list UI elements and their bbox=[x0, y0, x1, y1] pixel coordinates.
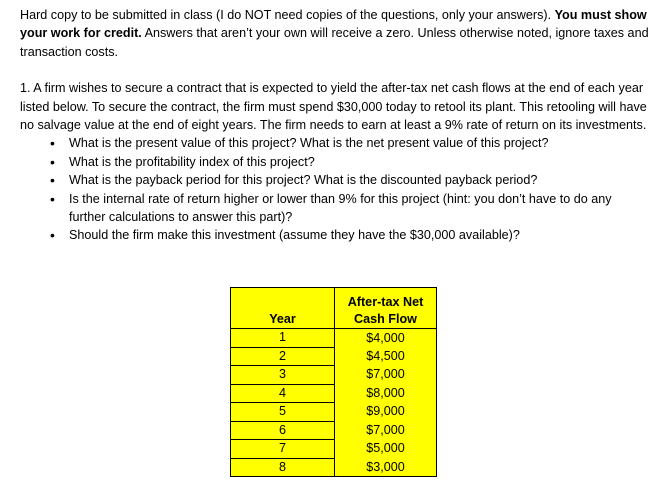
cash-flow-cell: $4,000 bbox=[335, 329, 437, 348]
cash-flow-cell: $3,000 bbox=[335, 458, 437, 477]
cash-flow-cell: $8,000 bbox=[335, 384, 437, 403]
year-cell: 3 bbox=[231, 366, 335, 385]
table-row bbox=[231, 458, 437, 477]
bullet-item: • Should the firm make this investment (assume they have the $30,000 available)? bbox=[20, 226, 650, 244]
year-cell: 7 bbox=[231, 440, 335, 459]
header-year: Year bbox=[231, 288, 335, 329]
assignment-document bbox=[20, 6, 650, 245]
header-cash-flow bbox=[335, 288, 437, 329]
bullet-item: • What is the present value of this project? What is the net present value of this project? bbox=[20, 134, 650, 152]
cash-flow-cell: $9,000 bbox=[335, 403, 437, 422]
year-cell: 4 bbox=[231, 384, 335, 403]
cash-flow-cell: $7,000 bbox=[335, 421, 437, 440]
table-row bbox=[231, 403, 437, 422]
question-bullet-list bbox=[20, 134, 650, 244]
intro-bold-text: You must show your work for credit. bbox=[20, 8, 647, 41]
table-row bbox=[231, 366, 437, 385]
table-row bbox=[231, 421, 437, 440]
cash-flow-cell: $7,000 bbox=[335, 366, 437, 385]
bullet-item: • Is the internal rate of return higher or lower than 9% for this project (hint: you don’t have to do any further calculations to answer this part)? bbox=[20, 190, 650, 227]
table-row bbox=[231, 329, 437, 348]
table-row bbox=[231, 347, 437, 366]
table-row bbox=[231, 384, 437, 403]
cash-flow-cell: $4,500 bbox=[335, 347, 437, 366]
year-cell: 5 bbox=[231, 403, 335, 422]
intro-paragraph bbox=[20, 6, 650, 61]
table-header-row bbox=[231, 288, 437, 329]
table-row bbox=[231, 440, 437, 459]
header-cash-flow-line1: After-tax Net bbox=[347, 295, 424, 309]
cash-flow-cell: $5,000 bbox=[335, 440, 437, 459]
intro-text-2: Answers that aren’t your own will receive a zero. Unless otherwise noted, ignore taxes and transaction costs. bbox=[20, 26, 649, 59]
header-cash-flow-line2: Cash Flow bbox=[354, 312, 417, 326]
cash-flow-table bbox=[230, 287, 437, 477]
bullet-item: • What is the profitability index of this project? bbox=[20, 153, 650, 171]
bullet-item: • What is the payback period for this project? What is the discounted payback period? bbox=[20, 171, 650, 189]
intro-text-1: Hard copy to be submitted in class (I do NOT need copies of the questions, only your answers). bbox=[20, 8, 555, 22]
year-cell: 8 bbox=[231, 458, 335, 477]
year-cell: 1 bbox=[231, 329, 335, 348]
question-paragraph: 1. A firm wishes to secure a contract that is expected to yield the after-tax net cash flows at the end of each year listed below. To secure the contract, the firm must spend $30,000 today to retool its plant. This retooling will have no salvage value at the end of eight years. The firm needs to earn at least a 9% rate of return on its investments. bbox=[20, 81, 647, 133]
year-cell: 6 bbox=[231, 421, 335, 440]
year-cell: 2 bbox=[231, 347, 335, 366]
